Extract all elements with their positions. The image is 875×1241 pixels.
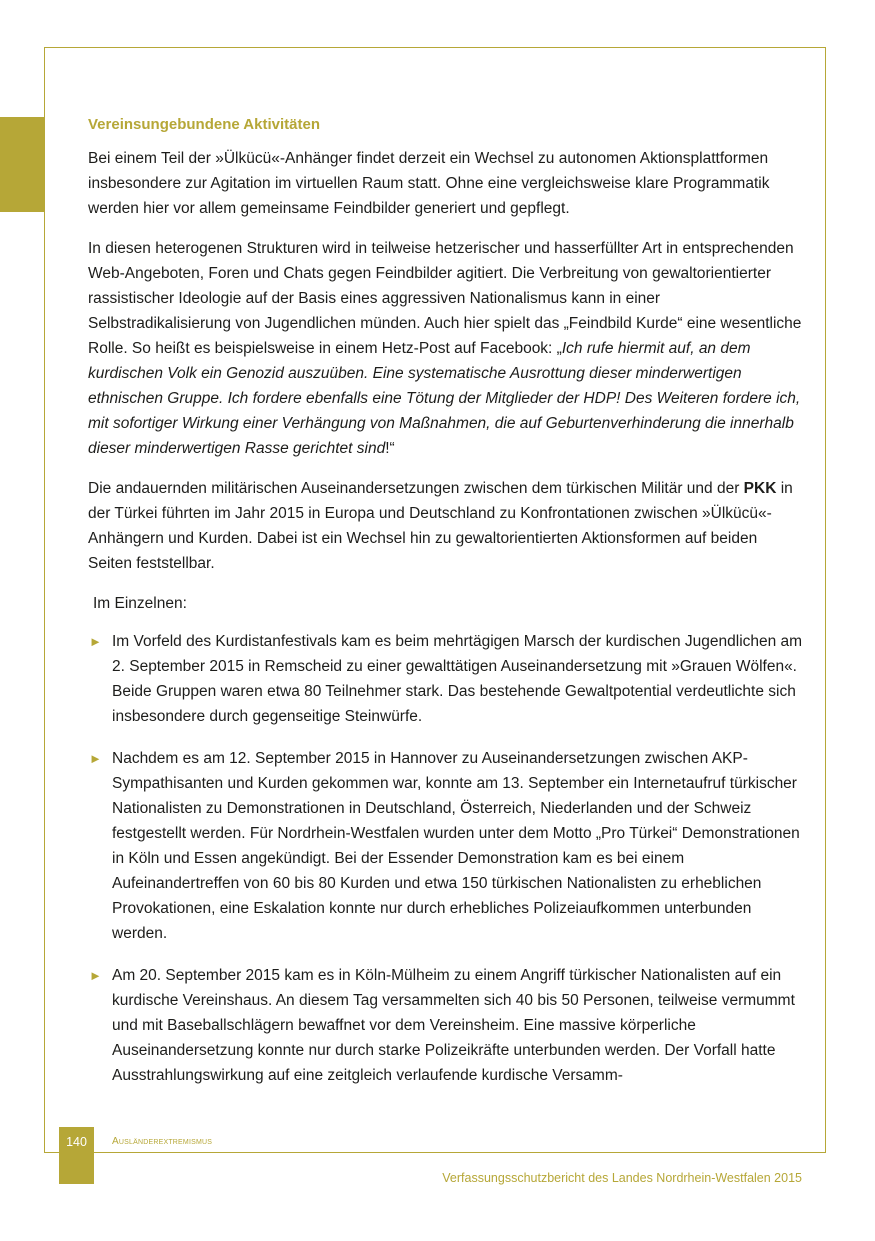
quote-end: !“ [385,440,395,457]
section-heading: Vereinsungebundene Aktivitäten [88,116,320,133]
list-item-text: Nachdem es am 12. September 2015 in Hannover zu Auseinandersetzungen zwischen AKP-Sympathisanten und Kurden gekommen war, konnte am 13. September ein Internetaufruf türkischer Nationalisten zu Demonstrationen in Deutschland, Österreich, Niederlanden und der Schweiz festgestellt werden. Für Nordrhein-Westfalen wurden unter dem Motto „Pro Türkei“ Demonstrationen in Köln und Essen angekündigt. Bei der Essender Demonstration kam es bei einem Aufeinandertreffen von 60 bis 80 Kurden und etwa 150 türkischen Nationalisten zu erheblichen Provokationen, eine Eskalation konnte nur durch erhebliches Polizeiaufkommen unterbunden werden. [112,750,800,942]
list-item-text: Am 20. September 2015 kam es in Köln-Mülheim zu einem Angriff türkischer Nationalisten auf ein kurdische Vereinshaus. An diesem Tag versammelten sich 40 bis 50 Personen, teilweise vermummt und mit Baseballschlägern bewaffnet vor dem Vereinsheim. Eine massive körperliche Auseinandersetzung konnte nur durch starke Polizeikräfte unterbunden werden. Der Vorfall hatte Ausstrahlungswirkung auf eine zeitgleich verlaufende kurdische Versamm- [112,967,795,1084]
list-item [88,629,803,729]
paragraph-3-post: in der Türkei führten im Jahr 2015 in Europa und Deutschland zu Konfrontationen zwischen »Ülkücü«- Anhängern und Kurden. Dabei ist ein Wechsel hin zu gewaltorientierten Aktionsformen auf beiden Seiten feststellbar. [88,480,793,572]
side-tab-marker [0,117,44,212]
running-section-label: Ausländerextremismus [112,1136,213,1147]
paragraph-2 [88,236,803,461]
triangle-right-icon: ► [89,968,102,983]
page-number-box [59,1127,94,1184]
facebook-quote: Ich rufe hiermit auf, an dem kurdischen Volk ein Genozid auszuüben. Eine systematische Ausrottung dieser minderwertigen ethnischen Gruppe. Ich fordere ebenfalls eine Tötung der Mitglieder der HDP! Des Weiteren fordere ich, mit sofortiger Wirkung einer Verhängung von Maßnahmen, die auf Geburtenverhinderung die innerhalb dieser minderwertigen Rasse gerichtet sind [88,340,801,457]
pkk-term: PKK [743,480,777,497]
list-item-text: Im Vorfeld des Kurdistanfestivals kam es beim mehrtägigen Marsch der kurdischen Jugendlichen am 2. September 2015 in Remscheid zu einer gewalttätigen Auseinandersetzung mit »Grauen Wölfen«. Beide Gruppen waren etwa 80 Teilnehmer stark. Das bestehende Gewaltpotential verdeutlichte sich insbesondere durch gegenseitige Steinwürfe. [112,633,803,725]
paragraph-3-pre: Die andauernden militärischen Auseinandersetzungen zwischen dem türkischen Militär und der [88,480,744,497]
triangle-right-icon: ► [89,751,102,766]
paragraph-3 [88,476,803,576]
report-footer: Verfassungsschutzbericht des Landes Nordrhein-Westfalen 2015 [442,1171,802,1185]
paragraph-1: Bei einem Teil der »Ülkücü«-Anhänger findet derzeit ein Wechsel zu autonomen Aktionsplattformen insbesondere zur Agitation im virtuellen Raum statt. Ohne eine vergleichsweise klare Programmatik werden hier vor allem gemeinsame Feindbilder generiert und gepflegt. [88,150,770,217]
list-intro: Im Einzelnen: [93,595,187,612]
page-number: 140 [66,1135,87,1149]
list-item [88,963,803,1088]
main-content [88,112,803,1105]
incident-list [88,629,803,1088]
list-item [88,746,803,946]
paragraph-2-text: In diesen heterogenen Strukturen wird in teilweise hetzerischer und hasserfüllter Art in entsprechenden Web-Angeboten, Foren und Chats gegen Feindbilder agitiert. Die Verbreitung von gewaltorientierter rassistischer Ideologie auf der Basis eines aggressiven Nationalismus kann in einer Selbstradikalisierung von Jugendlichen münden. Auch hier spielt das „Feindbild Kurde“ eine wesentliche Rolle. So heißt es beispielsweise in einem Hetz-Post auf Facebook: „ [88,240,802,357]
triangle-right-icon: ► [89,634,102,649]
